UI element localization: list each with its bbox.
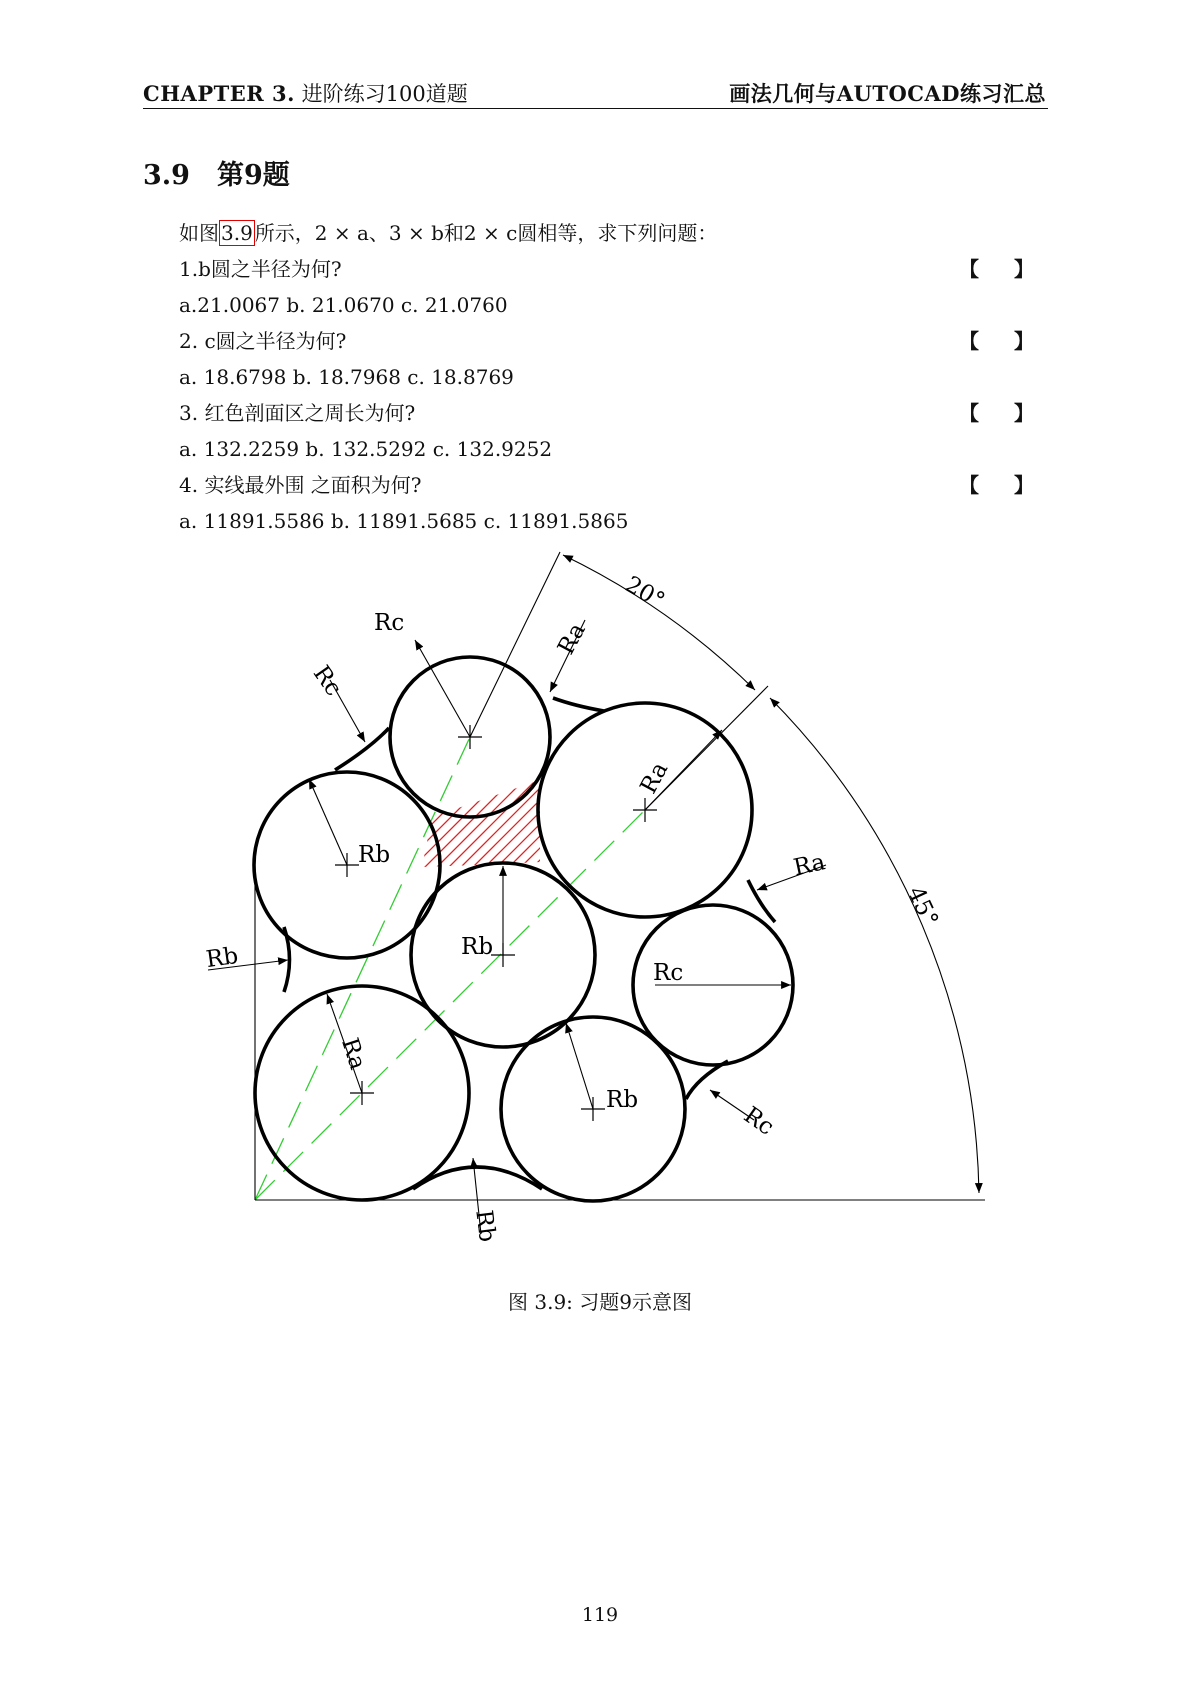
label-rc-left: Rc [307,661,347,701]
intro-prefix: 如图 [179,221,219,245]
label-rb-center: Rb [461,934,494,960]
label-rc-right-circle: Rc [653,960,684,986]
arc-dim-20 [563,555,755,690]
label-angle-20: 20° [620,571,669,615]
label-ra-inner: Ra [635,758,674,799]
leader-rb-lower-right [566,1023,593,1109]
book-title: 画法几何与AUTOCAD练习汇总 [729,81,1046,106]
construction-line-65 [255,737,470,1200]
label-ra-lower-left: Ra [336,1034,371,1073]
label-rb-left: Rb [204,942,240,974]
label-rb-bottom: Rb [470,1208,500,1244]
fillet-top [553,698,604,711]
question-text: 4. 实线最外围 之面积为何? [179,473,422,497]
question-text: 1.b圆之半径为何? [179,257,342,281]
answer-bracket: 【 】 [959,473,1048,497]
label-rb-upper-left: Rb [358,842,391,868]
red-hatch-region [356,780,644,900]
label-ra-top: Ra [553,618,591,659]
construction-line-45 [255,810,645,1200]
chapter-title: 进阶练习100道题 [301,82,468,106]
question-text: 2. c圆之半径为何? [179,329,347,353]
figure-ref-link[interactable]: 3.9 [221,221,253,245]
label-rb-lower-right: Rb [606,1087,639,1113]
options-3: a. 132.2259 b. 132.5292 c. 132.9252 [179,437,553,461]
section-number: 3.9 [143,160,190,191]
options-2: a. 18.6798 b. 18.7968 c. 18.8769 [179,365,514,389]
answer-bracket: 【 】 [959,257,1048,281]
intro-suffix: 所示，2 × a、3 × b和2 × c圆相等，求下列问题： [254,221,718,245]
label-rc-lower-right: Rc [738,1102,779,1141]
chapter-label: CHAPTER 3. [143,81,295,106]
section-title: 第9题 [217,160,290,191]
answer-bracket: 【 】 [959,401,1048,425]
answer-bracket: 【 】 [959,329,1048,353]
options-1: a.21.0067 b. 21.0670 c. 21.0760 [179,293,508,317]
leader-rb-upper-left [309,779,347,865]
fillet-left-top [335,728,389,770]
label-angle-45: 45° [902,882,943,931]
circles [254,657,793,1201]
arc-dim-45 [770,698,979,1193]
options-4: a. 11891.5586 b. 11891.5685 c. 11891.5865 [179,509,629,533]
radius-leaders [208,620,826,1234]
question-text: 3. 红色剖面区之周长为何? [179,401,416,425]
label-rc-top: Rc [374,610,405,636]
leader-rc-top [415,640,470,737]
label-ra-right: Ra [791,849,828,882]
figure-caption: 图 3.9: 习题9示意图 [508,1290,692,1314]
construction-lines [255,737,645,1200]
fillet-lower-right [686,1061,728,1099]
page-number: 119 [581,1604,619,1626]
